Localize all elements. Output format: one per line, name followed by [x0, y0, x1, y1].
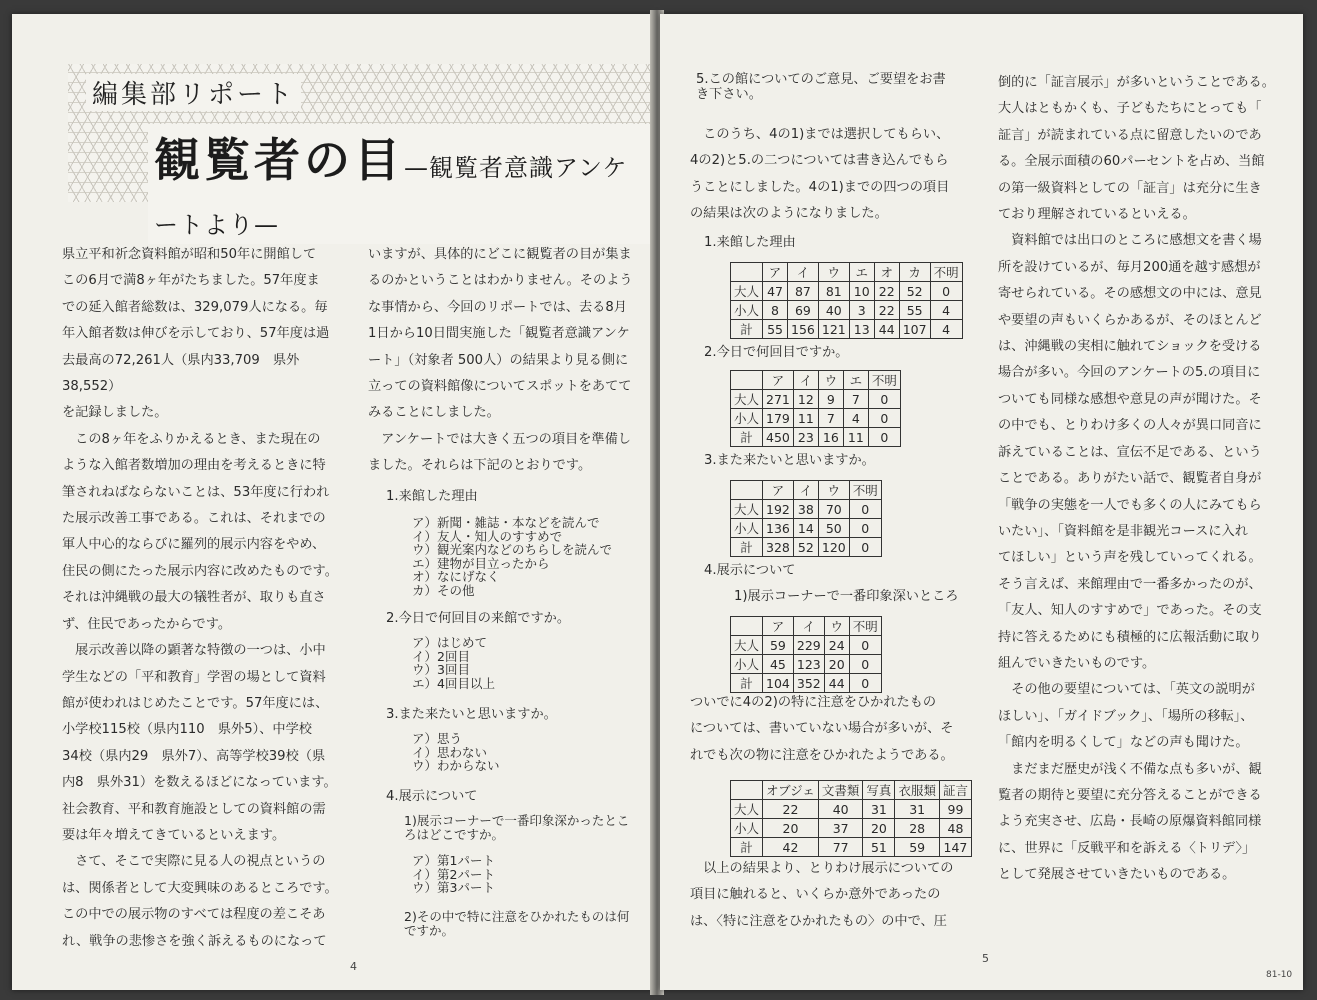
- table-cell: ア: [763, 371, 794, 390]
- table-row: [731, 519, 882, 538]
- table-cell: 55: [899, 301, 930, 320]
- question-3-options: ア）思う イ）思わない ウ）わからない: [412, 731, 500, 773]
- table-cell: 28: [895, 819, 940, 838]
- table-cell: イ: [788, 263, 819, 282]
- right-page: [660, 14, 1303, 990]
- table-cell: 不明: [849, 617, 881, 636]
- table-cell: 31: [863, 800, 895, 819]
- left-column-1: 県立平和祈念資料館が昭和50年に開館して この6月で満8ヶ年がたちました。57年度ま での延入館者総数は、329,079人になる。毎 年入館者数は伸びを示しており、57年度は過 去最高の72,261人（県内33,709 県外38,552） を記録しました。 この8ヶ年をふりかえるとき、また現在の ような入館者数増加の理由を考えるときに特 筆されねばならないことは、53年度に行われ た展示改善工事である。これは、それまでの 軍人中心的ならびに羅列的展示内容をやめ、 住民の側にたった展示内容に改めたものです。 それは沖縄戦の最大の犠牲者が、取りも直さ ず、住民であったからです。 展示改善以降の顕著な特徴の一つは、小中 学生などの「平和教育」学習の場として資料 館が使われはじめたことです。57年度には、 小学校115校（県内110 県外5）、中学校 34校（県内29 県外7）、高等学校39校（県 内8 県外31）を数えるほどになっています。 社会教育、平和教育施設としての資料館の需 要は年々増えてきているといえます。 さて、そこで実際に見る人の視点というの は、関係者として大変興味のあるところです。 この中での展示物のすべては程度の差こそあ れ、戦争の悲惨さを強く訴えるものになって: [62, 247, 338, 949]
- table-cell: 0: [849, 674, 881, 693]
- table-cell: 352: [793, 674, 824, 693]
- table-cell: [731, 617, 763, 636]
- table-row: [731, 481, 882, 500]
- table-cell: 大人: [731, 800, 763, 819]
- table-cell: 11: [793, 409, 818, 428]
- corner-mark: 81-10: [1266, 970, 1293, 980]
- conclusion-text: 以上の結果より、とりわけ展示についての 項目に触れると、いくらか意外であったの は、〈特に注意をひかれたもの〉の中で、圧: [690, 861, 954, 929]
- table-cell: 小人: [731, 409, 763, 428]
- table-cell: 22: [874, 282, 899, 301]
- table-cell: 0: [849, 500, 881, 519]
- title-banner: [68, 64, 650, 239]
- attention-text: ついでに4の2)の特に注意をひかれたもの については、書いていない場合が多いが、そ れでも次の物に注意をひかれたようである。: [690, 695, 954, 763]
- table-cell: オ: [874, 263, 899, 282]
- table-exhibit-corner: [730, 616, 882, 693]
- table-cell: 179: [763, 409, 794, 428]
- table-cell: 不明: [868, 371, 900, 390]
- table-cell: 4: [930, 320, 962, 339]
- table-cell: 12: [793, 390, 818, 409]
- table-cell: 59: [763, 636, 794, 655]
- table-row: [731, 838, 972, 857]
- table-cell: 40: [818, 800, 863, 819]
- left-column-2: いますが、具体的にどこに観覧者の目が集ま るのかということはわかりません。そのよう な事情から、今回のリポートでは、去る8月 1日から10日間実施した「観覧者意識アンケ ート」（対象者 500人）の結果より見る側に 立っての資料館像についてスポットをあてて みることにしました。 アンケートでは大きく五つの項目を準備し ました。それらは下記のとおりです。: [368, 247, 633, 474]
- question-3: 3.また来たいと思いますか。: [386, 707, 557, 722]
- table-cell: オブジェ: [763, 781, 819, 800]
- table-cell: 81: [818, 282, 849, 301]
- question-2-options: ア）はじめて イ）2回目 ウ）3回目 エ）4回目以上: [412, 635, 495, 691]
- table-row: [731, 636, 882, 655]
- table-cell: 120: [818, 538, 849, 557]
- banner-subtitle: —観覧者意識アンケートより—: [154, 154, 628, 239]
- table-cell: 8: [763, 301, 788, 320]
- table-cell: 147: [939, 838, 971, 857]
- table-cell: 104: [763, 674, 794, 693]
- table-row: [731, 781, 972, 800]
- results-intro: このうち、4の1)までは選択してもらい、 4の2)と5.の二つについては書き込んでもら うことにしました。4の1)までの四つの項目 の結果は次のようになりました。: [690, 127, 950, 222]
- table-cell: エ: [843, 371, 868, 390]
- table-row: [731, 409, 901, 428]
- table-cell: 121: [818, 320, 849, 339]
- table-cell: カ: [899, 263, 930, 282]
- table-cell: 70: [818, 500, 849, 519]
- table-cell: 107: [899, 320, 930, 339]
- table-4-title: 4.展示について: [704, 563, 796, 578]
- table-cell: 不明: [849, 481, 881, 500]
- table-cell: 31: [895, 800, 940, 819]
- table-cell: 写真: [863, 781, 895, 800]
- table-cell: 99: [939, 800, 971, 819]
- table-reasons: [730, 262, 963, 339]
- table-row: [731, 428, 901, 447]
- table-cell: 16: [818, 428, 843, 447]
- table-cell: 13: [849, 320, 874, 339]
- table-visit-count: [730, 370, 901, 447]
- table-cell: 7: [818, 409, 843, 428]
- table-cell: 229: [793, 636, 824, 655]
- table-cell: 4: [930, 301, 962, 320]
- table-cell: 42: [763, 838, 819, 857]
- table-cell: 69: [788, 301, 819, 320]
- table-cell: 59: [895, 838, 940, 857]
- question-4: 4.展示について: [386, 789, 478, 804]
- table-cell: ウ: [818, 263, 849, 282]
- table-cell: 衣服類: [895, 781, 940, 800]
- table-cell: 計: [731, 838, 763, 857]
- table-cell: 77: [818, 838, 863, 857]
- table-row: [731, 800, 972, 819]
- banner-small-title: 編集部リポート: [86, 74, 301, 111]
- question-4-1-options: ア）第1パート イ）第2パート ウ）第3パート: [412, 853, 495, 895]
- table-3-title: 3.また来たいと思いますか。: [704, 453, 875, 468]
- table-cell: 不明: [930, 263, 962, 282]
- table-cell: 大人: [731, 500, 763, 519]
- left-page: [12, 14, 654, 990]
- question-2: 2.今日で何回目の来館ですか。: [386, 611, 571, 626]
- table-cell: 22: [763, 800, 819, 819]
- table-cell: 52: [899, 282, 930, 301]
- table-cell: 20: [763, 819, 819, 838]
- table-cell: エ: [849, 263, 874, 282]
- table-cell: 0: [868, 409, 900, 428]
- table-cell: ア: [763, 617, 794, 636]
- table-cell: 44: [874, 320, 899, 339]
- table-cell: ア: [763, 263, 788, 282]
- table-cell: 大人: [731, 390, 763, 409]
- table-cell: 0: [930, 282, 962, 301]
- table-cell: 小人: [731, 655, 763, 674]
- table-cell: 0: [849, 538, 881, 557]
- table-row: [731, 301, 963, 320]
- table-cell: 14: [793, 519, 818, 538]
- table-1-title: 1.来館した理由: [704, 235, 796, 250]
- table-cell: 大人: [731, 282, 763, 301]
- table-cell: ウ: [824, 617, 849, 636]
- table-4-subtitle: 1)展示コーナーで一番印象深いところ: [734, 589, 959, 604]
- table-cell: 38: [793, 500, 818, 519]
- table-cell: 20: [824, 655, 849, 674]
- table-row: [731, 371, 901, 390]
- table-row: [731, 617, 882, 636]
- table-cell: 24: [824, 636, 849, 655]
- question-4-1: 1)展示コーナーで一番印象深かったとこ ろはどこですか。: [404, 813, 630, 842]
- table-row: [731, 655, 882, 674]
- question-4-2: 2)その中で特に注意をひかれたものは何 ですか。: [404, 909, 630, 938]
- table-cell: 4: [843, 409, 868, 428]
- table-cell: 0: [868, 390, 900, 409]
- table-cell: 271: [763, 390, 794, 409]
- table-cell: 50: [818, 519, 849, 538]
- table-cell: 計: [731, 674, 763, 693]
- table-cell: 55: [763, 320, 788, 339]
- table-cell: 9: [818, 390, 843, 409]
- table-cell: 45: [763, 655, 794, 674]
- table-row: [731, 390, 901, 409]
- table-cell: 22: [874, 301, 899, 320]
- table-cell: 51: [863, 838, 895, 857]
- table-cell: 計: [731, 320, 763, 339]
- question-1: 1.来館した理由: [386, 489, 478, 504]
- table-cell: 文書類: [818, 781, 863, 800]
- table-cell: 小人: [731, 819, 763, 838]
- table-cell: 小人: [731, 519, 763, 538]
- table-cell: 10: [849, 282, 874, 301]
- table-row: [731, 500, 882, 519]
- table-cell: 計: [731, 538, 763, 557]
- table-cell: 52: [793, 538, 818, 557]
- table-row: [731, 263, 963, 282]
- table-row: [731, 282, 963, 301]
- table-cell: 大人: [731, 636, 763, 655]
- table-cell: 3: [849, 301, 874, 320]
- question-1-options: ア）新聞・雑誌・本などを読んで イ）友人・知人のすすめで ウ）観光案内などのちらしを読んで エ）建物が目立ったから オ）なにげなく カ）その他: [412, 515, 613, 598]
- table-cell: [731, 371, 763, 390]
- table-cell: 192: [763, 500, 794, 519]
- table-cell: 20: [863, 819, 895, 838]
- table-cell: イ: [793, 481, 818, 500]
- table-cell: [731, 781, 763, 800]
- banner-main-title: [148, 124, 650, 244]
- table-revisit: [730, 480, 882, 557]
- table-row: [731, 538, 882, 557]
- table-cell: 450: [763, 428, 794, 447]
- table-cell: 証言: [939, 781, 971, 800]
- table-cell: ウ: [818, 481, 849, 500]
- table-cell: 7: [843, 390, 868, 409]
- table-attention-items: [730, 780, 972, 857]
- table-cell: 328: [763, 538, 794, 557]
- banner-title: 観覧者の目: [154, 133, 404, 187]
- question-5: 5.この館についてのご意見、ご要望をお書 き下さい。: [696, 72, 946, 102]
- table-cell: 23: [793, 428, 818, 447]
- table-row: [731, 819, 972, 838]
- table-cell: 87: [788, 282, 819, 301]
- table-cell: [731, 481, 763, 500]
- table-cell: [731, 263, 763, 282]
- table-cell: ウ: [818, 371, 843, 390]
- table-cell: 40: [818, 301, 849, 320]
- table-cell: 136: [763, 519, 794, 538]
- table-cell: 156: [788, 320, 819, 339]
- table-cell: 48: [939, 819, 971, 838]
- page-number: 4: [350, 960, 357, 973]
- page-number: 5: [982, 952, 989, 965]
- table-2-title: 2.今日で何回目ですか。: [704, 345, 849, 360]
- table-cell: 37: [818, 819, 863, 838]
- table-cell: 11: [843, 428, 868, 447]
- table-cell: 0: [849, 636, 881, 655]
- table-cell: 123: [793, 655, 824, 674]
- table-cell: ア: [763, 481, 794, 500]
- table-cell: 0: [868, 428, 900, 447]
- table-cell: 0: [849, 519, 881, 538]
- table-cell: 計: [731, 428, 763, 447]
- table-cell: 47: [763, 282, 788, 301]
- table-cell: イ: [793, 371, 818, 390]
- table-cell: 0: [849, 655, 881, 674]
- table-cell: イ: [793, 617, 824, 636]
- right-column-2: 倒的に「証言展示」が多いということである。 大人はともかくも、子どもたちにとっても「 証言」が読まれている点に留意したいのであ る。全展示面積の60パーセントを占め、当館 の第一級資料としての「証言」は充分に生き ており理解されているといえる。 資料館では出口のところに感想文を書く場 所を設けているが、毎月200通を越す感想が 寄せられている。その感想文の中には、意見 や要望の声もいくらかあるが、そのほとんど は、沖縄戦の実相に触れてショックを受ける 場合が多い。今回のアンケートの5.の項目に ついても同様な感想や意見の声が聞けた。そ の中でも、とりわけ多くの人々が異口同音に 訴えていることは、宣伝不足である、という ことである。ありがたい話で、観覧者自身が 「戦争の実態を一人でも多くの人にみてもら いたい」、「資料館を是非観光コースに入れ てほしい」という声を残していってくれる。 そう言えば、来館理由で一番多かったのが、 「友人、知人のすすめで」であった。その支 持に答えるためにも積極的に広報活動に取り 組んでいきたいものです。 その他の要望については、「英文の説明が ほしい」、「ガイドブック」、「場所の移転」、 「館内を明るくして」などの声も聞けた。 まだまだ歴史が浅く不備な点も多いが、観 覧者の期待と要望に充分答えることができる よう充実させ、広島・長崎の原爆資料館同様 に、世界に「反戦平和を訴える〈トリデ〉」 として発展させていきたいものである。: [998, 75, 1275, 883]
- table-row: [731, 320, 963, 339]
- table-cell: 小人: [731, 301, 763, 320]
- table-cell: 44: [824, 674, 849, 693]
